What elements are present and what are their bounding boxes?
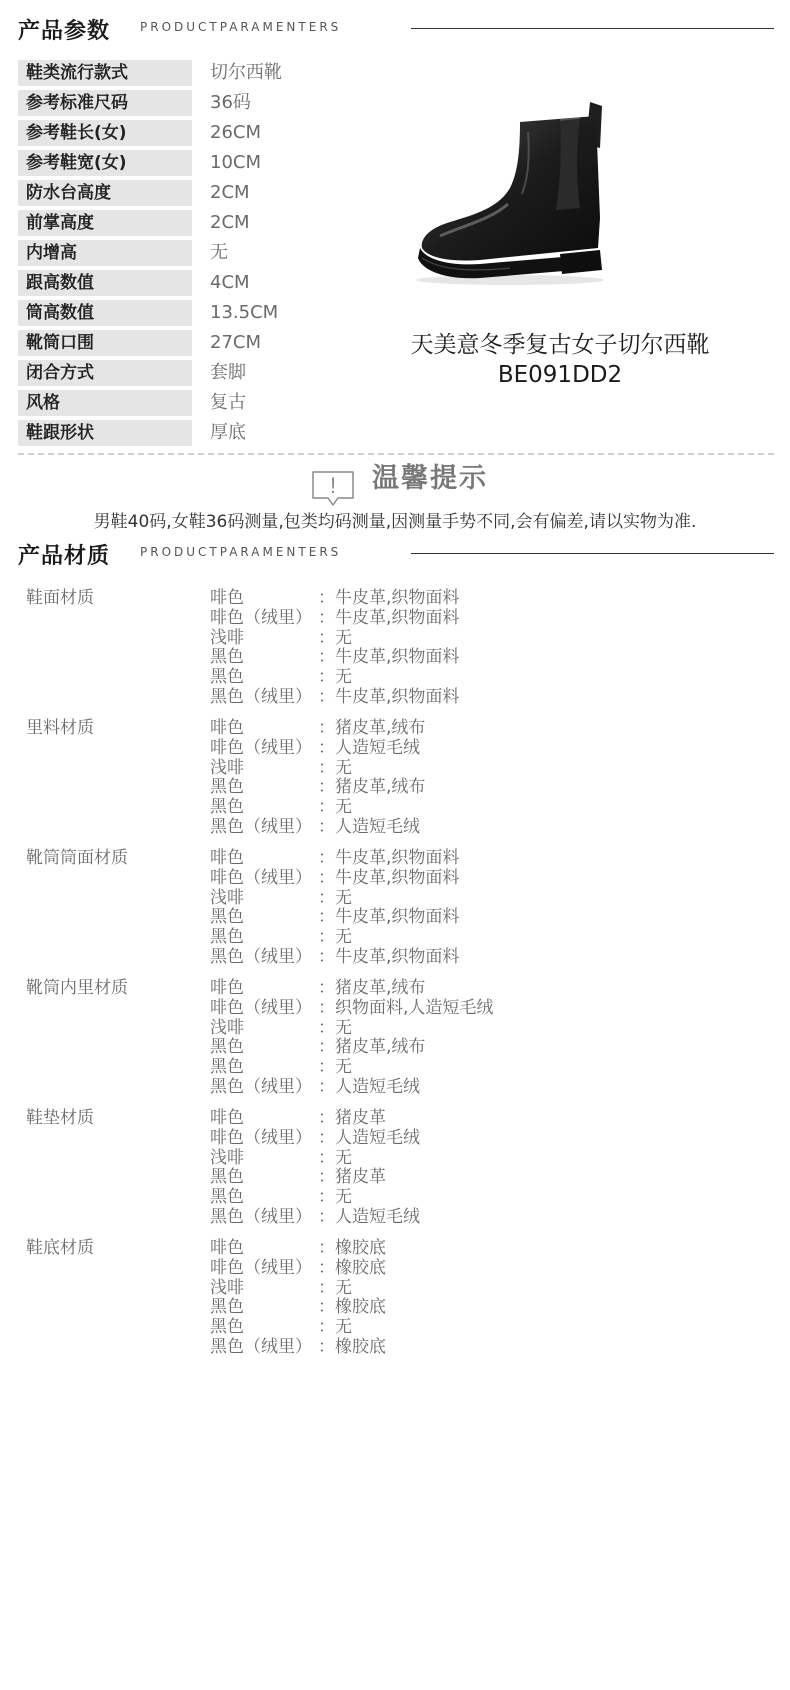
- material-value: ：猪皮革,绒布: [318, 978, 426, 998]
- material-color: 黑色（绒里）: [210, 1207, 312, 1227]
- section-header-params: [18, 10, 774, 50]
- material-color: 黑色（绒里）: [210, 687, 312, 707]
- material-value: ：橡胶底: [318, 1337, 386, 1357]
- dashed-divider: [18, 453, 774, 455]
- material-color: 黑色: [210, 907, 244, 928]
- material-value: ：人造短毛绒: [318, 1127, 420, 1148]
- material-value: ：牛皮革,织物面料: [318, 907, 460, 928]
- param-value: 切尔西靴: [210, 62, 282, 83]
- material-color: 黑色: [210, 647, 244, 668]
- section-header-materials: [18, 535, 774, 575]
- param-value: 复古: [210, 392, 246, 413]
- material-value: ：牛皮革,织物面料: [318, 687, 460, 707]
- param-value: 10CM: [210, 152, 262, 173]
- param-row: [18, 330, 418, 356]
- param-label: 风格: [18, 390, 192, 416]
- param-label: 靴筒口围: [18, 330, 192, 356]
- material-value: ：无: [318, 797, 352, 818]
- param-row: [18, 180, 418, 206]
- material-value: ：无: [318, 927, 352, 948]
- material-value: ：无: [318, 667, 352, 688]
- material-title: 鞋底材质: [26, 1238, 94, 1258]
- material-color: 啡色（绒里）: [210, 867, 312, 888]
- divider-line: [411, 553, 774, 554]
- param-row: [18, 270, 418, 296]
- material-color: 浅啡: [210, 1017, 244, 1038]
- material-color: 啡色: [210, 588, 244, 608]
- param-value: 36码: [210, 92, 251, 113]
- material-color: 黑色: [210, 667, 244, 688]
- material-color: 啡色（绒里）: [210, 1127, 312, 1148]
- material-value: ：无: [318, 887, 352, 908]
- material-value: ：猪皮革,绒布: [318, 777, 426, 798]
- material-color: 黑色: [210, 797, 244, 818]
- material-value: ：牛皮革,织物面料: [318, 848, 460, 868]
- material-color: 黑色（绒里）: [210, 817, 312, 837]
- param-label: 参考标准尺码: [18, 90, 192, 116]
- material-value: ：无: [318, 1147, 352, 1168]
- material-title: 里料材质: [26, 718, 94, 738]
- material-value: ：人造短毛绒: [318, 1077, 420, 1097]
- material-color: 浅啡: [210, 887, 244, 908]
- param-value: 厚底: [210, 422, 246, 443]
- section-title: 产品参数: [18, 19, 111, 44]
- material-color: 黑色: [210, 1167, 244, 1188]
- notice-speech-bubble-icon: [310, 470, 356, 510]
- material-value: ：橡胶底: [318, 1297, 386, 1318]
- material-color: 啡色（绒里）: [210, 737, 312, 758]
- param-value: 26CM: [210, 122, 262, 143]
- param-value: 无: [210, 242, 228, 263]
- product-name: 天美意冬季复古女子切尔西靴: [410, 332, 710, 358]
- param-row: [18, 390, 418, 416]
- material-title: 靴筒筒面材质: [26, 848, 128, 868]
- param-value: 2CM: [210, 182, 250, 203]
- material-value: ：人造短毛绒: [318, 1207, 420, 1227]
- material-value: ：橡胶底: [318, 1257, 386, 1278]
- material-value: ：无: [318, 1017, 352, 1038]
- section-subtitle: PRODUCTPARAMENTERS: [140, 20, 342, 34]
- material-color: 黑色（绒里）: [210, 1077, 312, 1097]
- material-value: ：无: [318, 1277, 352, 1298]
- param-label: 跟高数值: [18, 270, 192, 296]
- material-value: ：猪皮革,绒布: [318, 718, 426, 738]
- material-value: ：牛皮革,织物面料: [318, 647, 460, 668]
- material-color: 黑色: [210, 1187, 244, 1208]
- product-boot-image: [410, 98, 610, 290]
- material-value: ：无: [318, 757, 352, 778]
- param-row: [18, 300, 418, 326]
- divider-line: [411, 28, 774, 29]
- material-color: 啡色: [210, 1108, 244, 1128]
- notice-title: 温馨提示: [372, 463, 488, 494]
- material-value: ：人造短毛绒: [318, 817, 420, 837]
- param-row: [18, 420, 418, 446]
- material-color: 啡色（绒里）: [210, 997, 312, 1018]
- material-value: ：无: [318, 1057, 352, 1078]
- material-color: 浅啡: [210, 1147, 244, 1168]
- param-row: [18, 360, 418, 386]
- material-color: 黑色: [210, 777, 244, 798]
- param-label: 参考鞋长(女): [18, 120, 192, 146]
- material-value: ：无: [318, 1187, 352, 1208]
- param-label: 内增高: [18, 240, 192, 266]
- material-value: ：人造短毛绒: [318, 737, 420, 758]
- material-color: 浅啡: [210, 627, 244, 648]
- param-label: 闭合方式: [18, 360, 192, 386]
- material-color: 黑色: [210, 927, 244, 948]
- material-color: 啡色: [210, 848, 244, 868]
- material-title: 鞋面材质: [26, 588, 94, 608]
- param-row: [18, 60, 418, 86]
- material-title: 鞋垫材质: [26, 1108, 94, 1128]
- param-row: [18, 90, 418, 116]
- material-color: 黑色（绒里）: [210, 947, 312, 967]
- material-value: ：牛皮革,织物面料: [318, 588, 460, 608]
- material-color: 浅啡: [210, 1277, 244, 1298]
- material-color: 黑色: [210, 1037, 244, 1058]
- notice-text: 男鞋40码,女鞋36码测量,包类均码测量,因测量手势不同,会有偏差,请以实物为准.: [93, 512, 697, 532]
- param-row: [18, 120, 418, 146]
- param-row: [18, 240, 418, 266]
- param-value: 2CM: [210, 212, 250, 233]
- product-code: BE091DD2: [497, 362, 623, 388]
- param-label: 前掌高度: [18, 210, 192, 236]
- material-color: 黑色: [210, 1297, 244, 1318]
- param-label: 鞋类流行款式: [18, 60, 192, 86]
- material-color: 浅啡: [210, 757, 244, 778]
- param-label: 参考鞋宽(女): [18, 150, 192, 176]
- material-color: 啡色（绒里）: [210, 607, 312, 628]
- material-color: 啡色（绒里）: [210, 1257, 312, 1278]
- material-value: ：织物面料,人造短毛绒: [318, 997, 494, 1018]
- section-subtitle: PRODUCTPARAMENTERS: [140, 545, 342, 559]
- section-title: 产品材质: [18, 544, 111, 569]
- param-value: 13.5CM: [210, 302, 279, 323]
- param-label: 防水台高度: [18, 180, 192, 206]
- material-value: ：无: [318, 1317, 352, 1338]
- param-row: [18, 210, 418, 236]
- param-value: 4CM: [210, 272, 250, 293]
- material-color: 黑色: [210, 1317, 244, 1338]
- material-value: ：橡胶底: [318, 1238, 386, 1258]
- param-value: 套脚: [210, 362, 246, 383]
- material-value: ：猪皮革: [318, 1167, 386, 1188]
- param-value: 27CM: [210, 332, 262, 353]
- material-color: 黑色: [210, 1057, 244, 1078]
- material-value: ：无: [318, 627, 352, 648]
- material-value: ：牛皮革,织物面料: [318, 607, 460, 628]
- param-label: 筒高数值: [18, 300, 192, 326]
- material-color: 啡色: [210, 718, 244, 738]
- notice-icon-mark: !: [329, 473, 337, 498]
- param-label: 鞋跟形状: [18, 420, 192, 446]
- material-color: 啡色: [210, 978, 244, 998]
- material-value: ：牛皮革,织物面料: [318, 947, 460, 967]
- material-value: ：牛皮革,织物面料: [318, 867, 460, 888]
- param-row: [18, 150, 418, 176]
- material-color: 啡色: [210, 1238, 244, 1258]
- material-color: 黑色（绒里）: [210, 1337, 312, 1357]
- material-title: 靴筒内里材质: [26, 978, 128, 998]
- material-value: ：猪皮革: [318, 1108, 386, 1128]
- material-value: ：猪皮革,绒布: [318, 1037, 426, 1058]
